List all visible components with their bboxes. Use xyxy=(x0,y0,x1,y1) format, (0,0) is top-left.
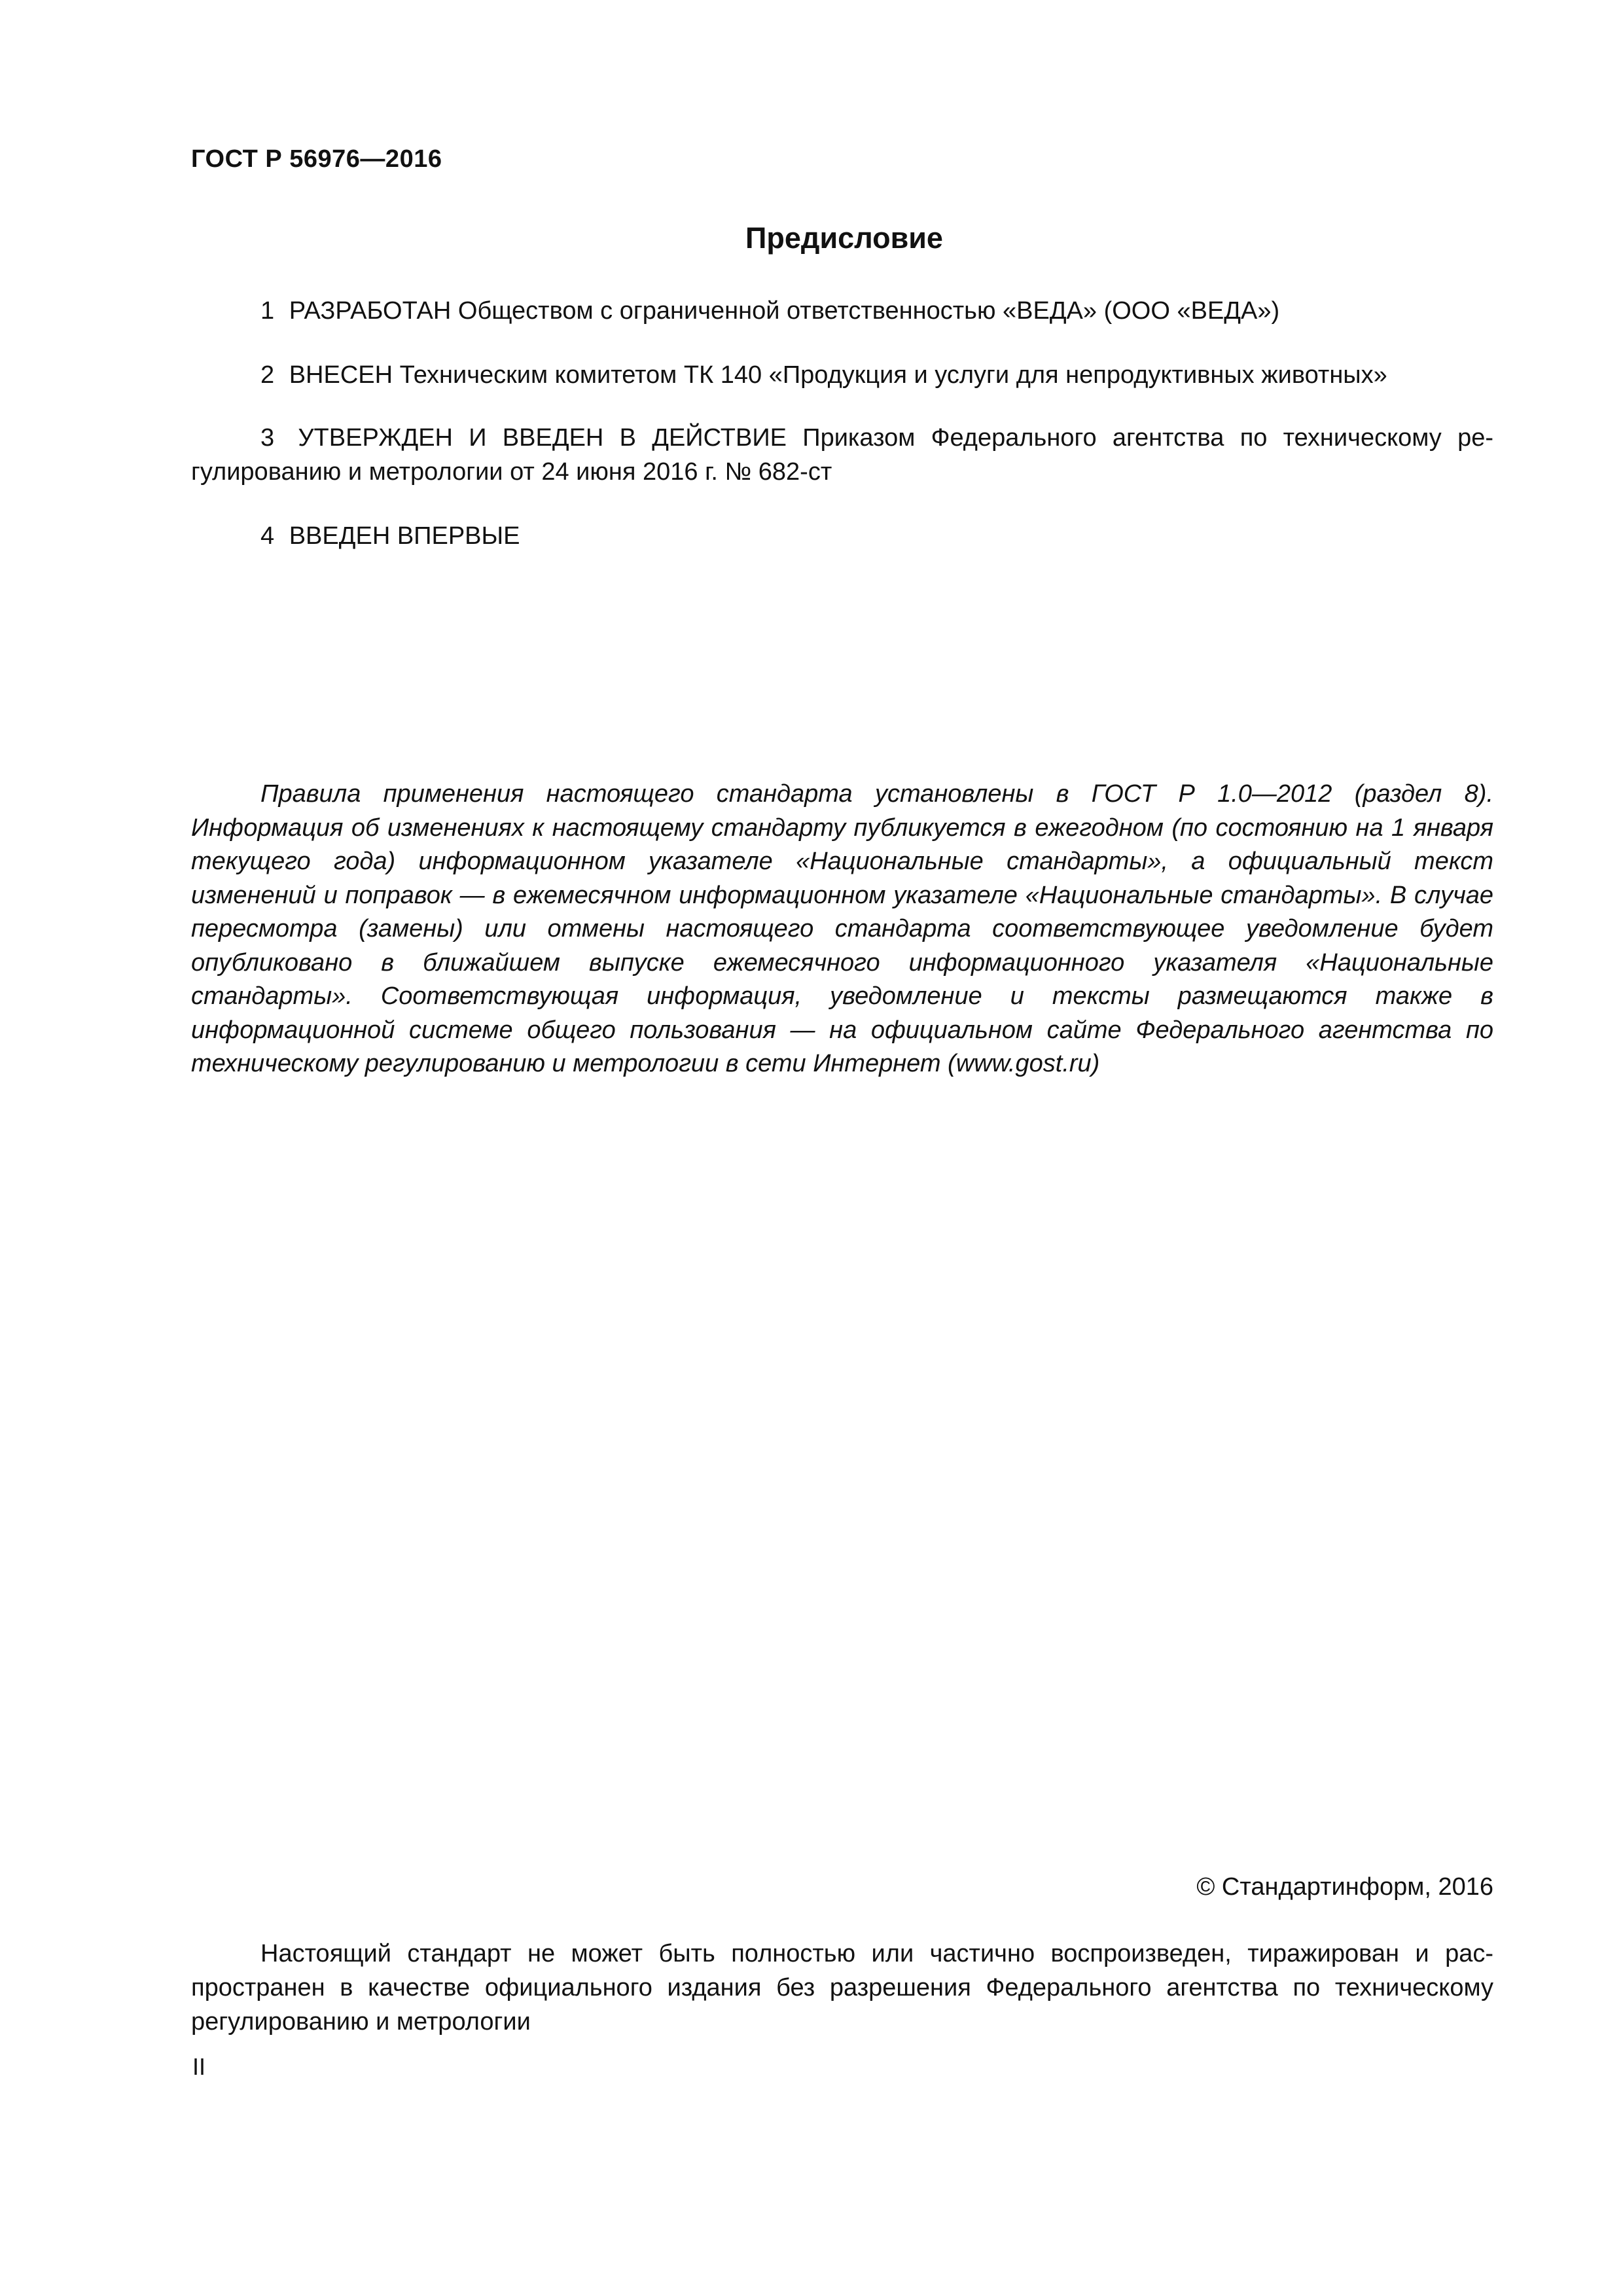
preface-item-3-text: УТВЕРЖДЕН И ВВЕДЕН В ДЕЙСТВИЕ Приказом Федерального агентства по техническому регулированию и метрологии от 24 июня 2016 г. № 682-ст xyxy=(191,424,1493,486)
preface-item-1-number: 1 xyxy=(260,297,275,325)
preface-item-1-text: РАЗРАБОТАН Обществом с ограниченной ответственностью «ВЕДА» (ООО «ВЕДА») xyxy=(289,297,1280,325)
reproduction-notice: Настоящий стандарт не может быть полностью или частично воспроизведен, тиражирован и распространен в качестве официального издания без разрешения Федерального агентства по техническому регулированию и метрологии xyxy=(191,1940,1493,2036)
preface-item-4-text: ВВЕДЕН ВПЕРВЫЕ xyxy=(289,522,520,550)
preface-item-2-number: 2 xyxy=(260,361,275,389)
page-title: Предисловие xyxy=(745,221,943,255)
preface-item-2 xyxy=(191,358,1493,392)
preface-item-3 xyxy=(191,421,1493,489)
preface-item-2-text: ВНЕСЕН Техническим комитетом ТК 140 «Продукция и услуги для непродуктивных животных» xyxy=(289,361,1387,389)
preface-item-1 xyxy=(191,294,1493,328)
page-number: II xyxy=(192,2053,206,2080)
copyright-line: © Стандартинформ, 2016 xyxy=(1196,1873,1493,1901)
preface-item-4 xyxy=(191,519,1493,553)
preface-item-4-number: 4 xyxy=(260,522,275,550)
standard-code: ГОСТ Р 56976—2016 xyxy=(191,145,442,173)
rules-note: Правила применения настоящего стандарта установлены в ГОСТ Р 1.0—2012 (раздел 8). Информация об изменениях к настоящему стандарту публикуется в ежегодном (по состоянию на 1 января текущего года) информационном указателе «Национальные стандарты», а официальный текст изменений и поправок — в ежемесячном информационном указателе «Национальные стандарты». В случае пересмотра (замены) или отмены настоящего стандарта соответствующее уведомление будет опубликовано в ближайшем выпуске ежемесячного информационного указателя «Национальные стандарты». Соответствующая информация, уведомление и тексты размещаются также в информационной системе общего пользования — на официальном сайте Федерального агентства по техническому регулированию и метрологии в сети Интернет (www.gost.ru) xyxy=(191,780,1493,1077)
preface-item-3-number: 3 xyxy=(260,424,275,452)
